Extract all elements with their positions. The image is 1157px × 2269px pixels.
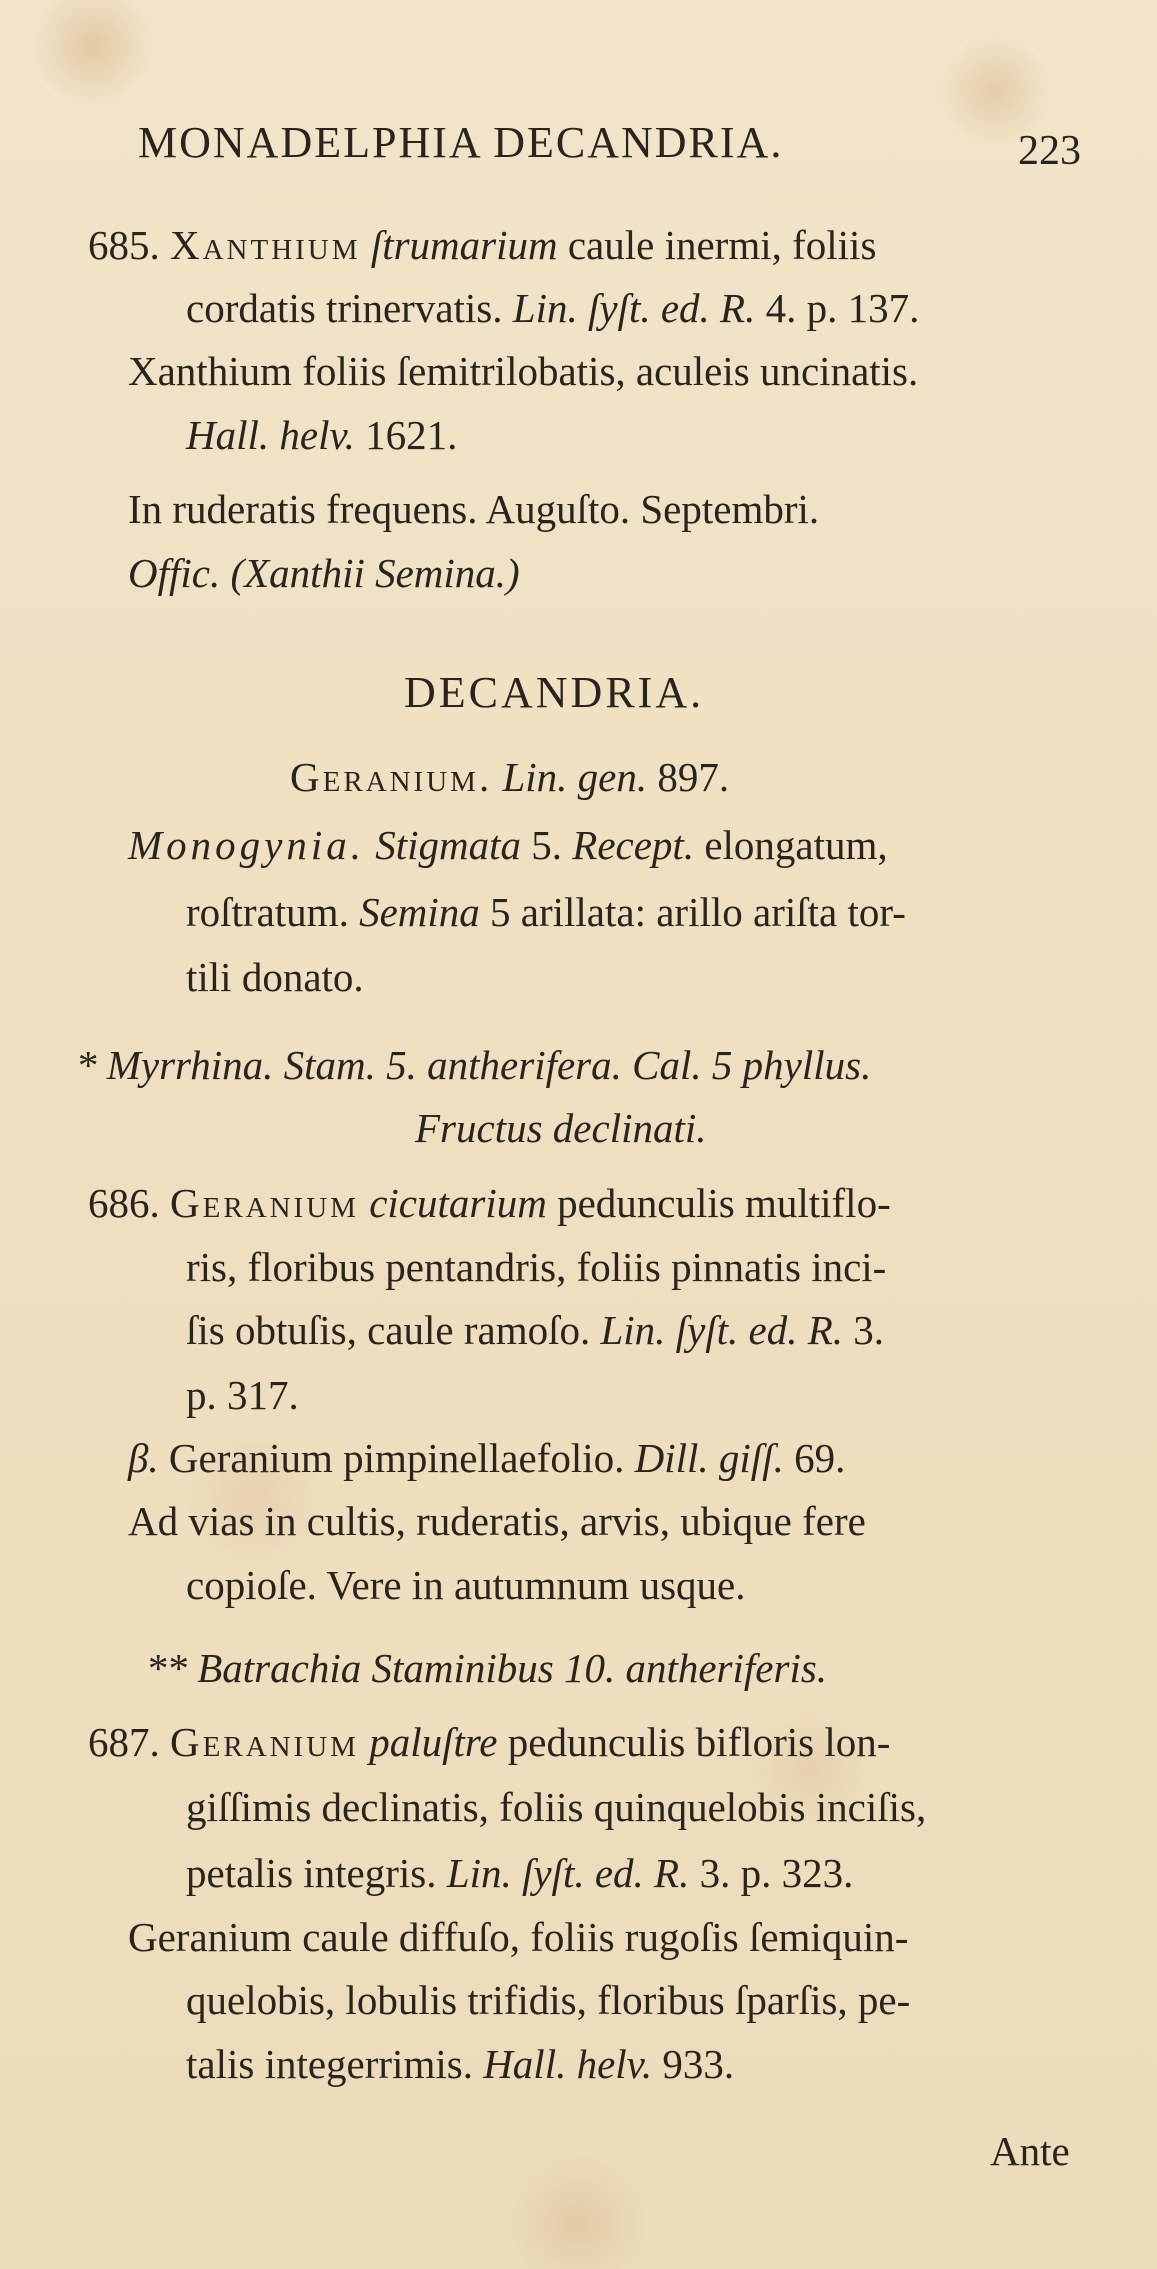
description: 5 arillata: arillo ariſta tor- <box>490 889 906 935</box>
myrrhina-line-1: * Myrrhina. Stam. 5. antherifera. Cal. 5 phyllus. <box>76 1042 872 1088</box>
reference-number: 897. <box>657 754 730 800</box>
description: petalis integris. <box>186 1850 437 1896</box>
description: Geranium pimpinellaefolio. <box>168 1435 625 1481</box>
description: elongatum, <box>704 822 888 868</box>
entry-685-line-1 <box>88 220 876 270</box>
description: caule inermi, foliis <box>567 222 877 268</box>
species-name: paluſtre <box>369 1719 498 1765</box>
catchword: Ante <box>990 2128 1070 2174</box>
reference: Hall. helv. <box>186 412 355 458</box>
variety-marker: β. <box>128 1435 159 1481</box>
monogynia-line-2 <box>186 887 906 937</box>
reference-page: 1621. <box>365 412 458 458</box>
reference: Lin. ſyſt. ed. R. <box>512 285 756 331</box>
description: roſtratum. <box>186 889 349 935</box>
term: Stigmata <box>375 822 522 868</box>
reference-page: 69. <box>794 1435 846 1481</box>
entry-686-line-5 <box>128 1433 845 1483</box>
page-number: 223 <box>1018 128 1081 174</box>
section-title: DECANDRIA. <box>404 668 705 717</box>
entry-687-line-5: quelobis, lobulis trifidis, floribus ſparſis, pe- <box>186 1977 911 2023</box>
myrrhina-line-2: Fructus declinati. <box>415 1105 707 1151</box>
genus-name: Geranium <box>170 1719 359 1765</box>
running-title: MONADELPHIA DECANDRIA. <box>138 118 784 167</box>
genus-name: Geranium. <box>290 754 493 800</box>
entry-686-line-1 <box>88 1178 891 1228</box>
entry-685-line-2 <box>186 283 919 333</box>
reference-page: 3. p. 323. <box>699 1850 854 1896</box>
monogynia-line-3: tili donato. <box>186 954 364 1000</box>
reference-page: 3. <box>853 1307 885 1353</box>
reference: Lin. ſyſt. ed. R. <box>600 1307 844 1353</box>
entry-number: 685. <box>88 222 160 268</box>
order-name: Monogynia. <box>128 822 365 868</box>
entry-686-line-4: p. 317. <box>186 1372 299 1418</box>
entry-number: 687. <box>88 1719 160 1765</box>
entry-687-line-1 <box>88 1717 890 1767</box>
term: Semina <box>359 889 480 935</box>
reference: Hall. helv. <box>483 2041 653 2087</box>
entry-685-line-3: Xanthium foliis ſemitrilobatis, aculeis uncinatis. <box>128 348 919 394</box>
count: 5. <box>531 822 563 868</box>
reference-page: 933. <box>662 2041 735 2087</box>
genus-heading <box>290 752 729 802</box>
entry-number: 686. <box>88 1180 160 1226</box>
entry-686-line-2: ris, floribus pentandris, foliis pinnatis inci- <box>186 1244 887 1290</box>
description: pedunculis multiflo- <box>557 1180 891 1226</box>
reference: Lin. gen. <box>502 754 648 800</box>
species-name: cicutarium <box>369 1180 547 1226</box>
reference-page: 4. p. 137. <box>765 285 920 331</box>
entry-686-line-6: Ad vias in cultis, ruderatis, arvis, ubique fere <box>128 1498 866 1544</box>
monogynia-line-1 <box>128 820 888 870</box>
entry-687-line-6 <box>186 2039 734 2089</box>
genus-name: Xanthium <box>170 222 361 268</box>
entry-685-line-5: In ruderatis frequens. Auguſto. Septembri. <box>128 486 820 532</box>
term: Recept. <box>572 822 695 868</box>
entry-687-line-3 <box>186 1848 853 1898</box>
description: ſis obtuſis, caule ramoſo. <box>186 1307 591 1353</box>
genus-name: Geranium <box>170 1180 359 1226</box>
description: cordatis trinervatis. <box>186 285 503 331</box>
batrachia-line: ** Batrachia Staminibus 10. antheriferis. <box>146 1645 828 1691</box>
species-name: ſtrumarium <box>370 222 558 268</box>
entry-686-line-3 <box>186 1305 884 1355</box>
reference: Dill. giſſ. <box>634 1435 784 1481</box>
entry-686-line-7: copioſe. Vere in autumnum usque. <box>186 1562 746 1608</box>
reference: Lin. ſyſt. ed. R. <box>446 1850 690 1896</box>
entry-685-line-6: Offic. (Xanthii Semina.) <box>128 550 520 596</box>
entry-685-line-4 <box>186 410 457 460</box>
description: pedunculis bifloris lon- <box>507 1719 891 1765</box>
entry-687-line-2: giſſimis declinatis, foliis quinquelobis inciſis, <box>186 1784 927 1830</box>
description: talis integerrimis. <box>186 2041 473 2087</box>
entry-687-line-4: Geranium caule diffuſo, foliis rugoſis ſemiquin- <box>128 1914 909 1960</box>
